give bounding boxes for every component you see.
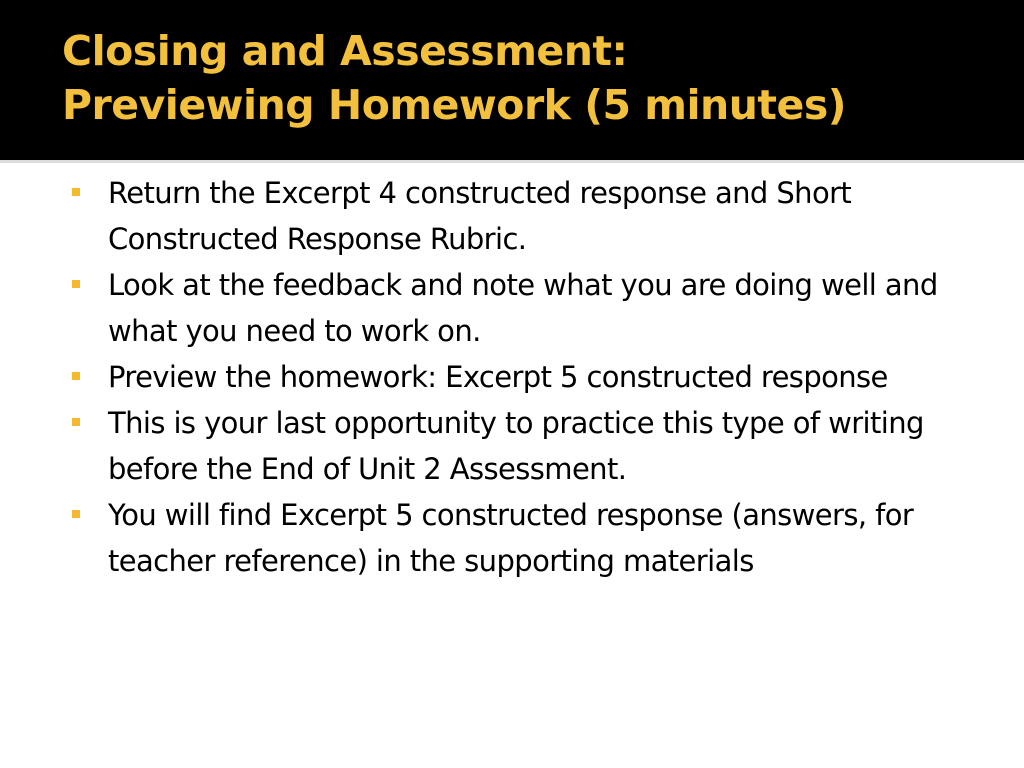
- title-divider: [0, 160, 1024, 163]
- bullet-item: [66, 492, 966, 584]
- square-bullet-icon: [72, 418, 80, 426]
- square-bullet-icon: [72, 188, 80, 196]
- square-bullet-icon: [72, 510, 80, 518]
- bullet-text: Look at the feedback and note what you are doing well and what you need to work on.: [108, 268, 938, 348]
- bullet-text: Return the Excerpt 4 constructed response and Short Constructed Response Rubric.: [108, 176, 852, 256]
- bullet-text: You will find Excerpt 5 constructed response (answers, for teacher reference) in the supporting materials: [108, 498, 914, 578]
- bullet-item: [66, 262, 966, 354]
- slide-title-line-1: Closing and Assessment:: [62, 27, 628, 75]
- square-bullet-icon: [72, 372, 80, 380]
- bullet-item: [66, 354, 966, 400]
- bullet-list: [66, 170, 966, 584]
- slide-title-line-2: Previewing Homework (5 minutes): [62, 81, 846, 129]
- square-bullet-icon: [72, 280, 80, 288]
- bullet-item: [66, 170, 966, 262]
- slide-title: [62, 24, 846, 132]
- bullet-text: Preview the homework: Excerpt 5 constructed response: [108, 360, 888, 394]
- bullet-text: This is your last opportunity to practice this type of writing before the End of Unit 2 Assessment.: [108, 406, 924, 486]
- bullet-item: [66, 400, 966, 492]
